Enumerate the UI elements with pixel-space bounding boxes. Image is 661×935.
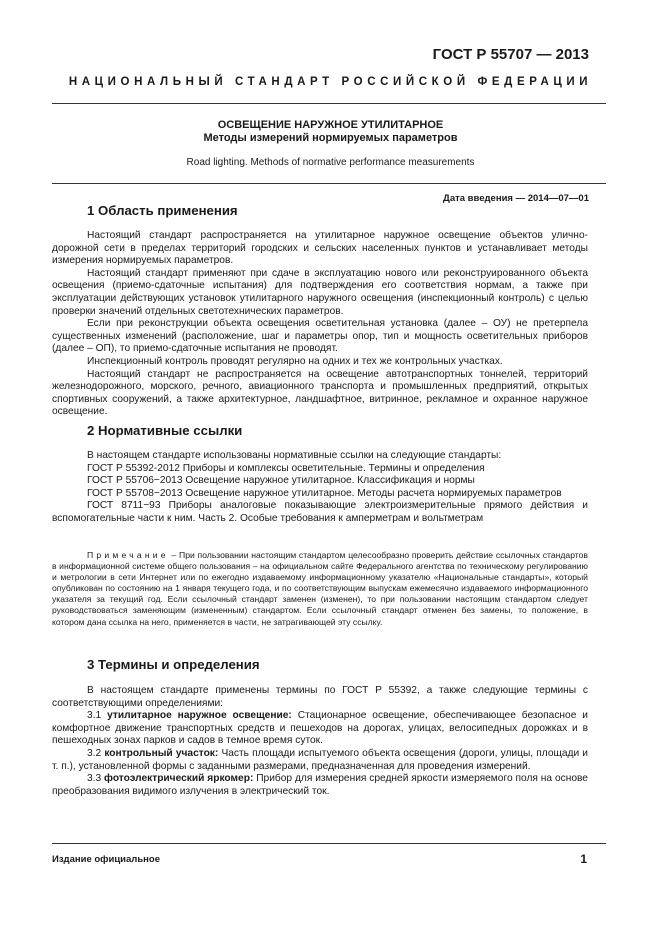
- section-3-body: [52, 685, 588, 798]
- section-1-heading: 1 Область применения: [87, 203, 238, 218]
- paragraph: Если при реконструкции объекта освещения осветительная установка (далее – ОУ) не претерпела существенных изменений (расположение, шаг и параметры опор, тип и мощность осветительных приборов (далее – ОП), то приемо-сдаточные испытания не проводят.: [52, 318, 588, 355]
- title-rule: [52, 183, 606, 184]
- term-definition: [52, 773, 588, 798]
- term-text: Часть площади испытуемого объекта освещения (дороги, улицы, площади и т. п.), установленной формы с заданными размерами, предназначенная для проведения измерений.: [52, 747, 588, 772]
- footer-rule: [52, 843, 606, 844]
- section-3-heading: 3 Термины и определения: [87, 657, 260, 672]
- paragraph: Настоящий стандарт распространяется на утилитарное наружное освещение объектов улично-дорожной сети в пределах территорий городских и сельских населенных пунктов и устанавливает методы измерения нормируемых параметров.: [52, 230, 588, 267]
- reference-item: ГОСТ Р 55708−2013 Освещение наружное утилитарное. Методы расчета нормируемых параметров: [87, 487, 562, 499]
- term-definition: [52, 710, 588, 748]
- reference-item: ГОСТ 8711−93 Приборы аналоговые показывающие электроизмерительные прямого действия и вспомогательные части к ним. Часть 2. Особые требования к амперметрам и вольтметрам: [52, 500, 588, 524]
- section-2-body: [52, 450, 588, 526]
- note-text: – При пользовании настоящим стандартом целесообразно проверить действие ссылочных стандартов в информационной системе общего пользования – на официальном сайте Федерального агентства по техническому регулированию и метрологии в сети Интернет или по ежегодно издаваемому информационному указателю «Национальные стандарты», который опубликован по состоянию на 1 января текущего года, и по соответствующим выпускам ежемесячно издаваемого информационного указателя за текущий год. Если ссылочный стандарт заменен (изменен), то при пользовании настоящим стандартом следует руководствоваться заменяющим (измененным) стандартом. Если ссылочный стандарт отменен без замены, то положение, в котором дана ссылка на него, применяется в части, не затрагивающей эту ссылку.: [52, 550, 588, 627]
- reference-item: ГОСТ Р 55706−2013 Освещение наружное утилитарное. Классификация и нормы: [87, 475, 475, 487]
- term-text: Прибор для измерения средней яркости измеряемого поля на основе преобразования видимого излучения в электрический ток.: [52, 773, 588, 797]
- term-definition: [52, 748, 588, 773]
- note-label: Примечание: [87, 550, 169, 560]
- term-text: Стационарное освещение, обеспечивающее безопасное и комфортное движение транспортных средств и пешеходов на дорогах, улицах, велосипедных дорожках и в пешеходных зонах парков и садов в темное время суток.: [52, 710, 588, 747]
- term-name: контрольный участок:: [104, 747, 219, 759]
- document-subtitle: Методы измерений нормируемых параметров: [203, 132, 458, 144]
- section-2-note: [52, 550, 588, 628]
- document-title: ОСВЕЩЕНИЕ НАРУЖНОЕ УТИЛИТАРНОЕ: [217, 119, 444, 131]
- term-number: 3.2: [87, 747, 102, 759]
- term-number: 3.3: [87, 773, 102, 785]
- paragraph: Настоящий стандарт применяют при сдаче в эксплуатацию нового или реконструированного объекта освещения (приемо-сдаточные испытания) для подтверждения его соответствия нормам, а также при эксплуатации действующих установок утилитарного наружного освещения (инспекционный контроль) с целью проверки значений отдельных светотехнических параметров.: [52, 267, 588, 317]
- reference-item: ГОСТ Р 55392-2012 Приборы и комплексы осветительные. Термины и определения: [87, 462, 485, 474]
- english-title: Road lighting. Methods of normative performance measurements: [186, 157, 475, 168]
- national-standard-label: НАЦИОНАЛЬНЫЙ СТАНДАРТ РОССИЙСКОЙ ФЕДЕРАЦИИ: [68, 76, 593, 88]
- edition-label: Издание официальное: [52, 854, 160, 865]
- paragraph: Инспекционный контроль проводят регулярно на одних и тех же контрольных участках.: [87, 355, 503, 367]
- paragraph: В настоящем стандарте применены термины по ГОСТ Р 55392, а также следующие термины с соответствующими определениями:: [52, 685, 588, 709]
- term-name: утилитарное наружное освещение:: [107, 710, 292, 722]
- paragraph: В настоящем стандарте использованы нормативные ссылки на следующие стандарты:: [87, 450, 502, 461]
- term-number: 3.1: [87, 710, 102, 722]
- introduction-date: Дата введения — 2014—07—01: [443, 193, 589, 204]
- section-1-body: [52, 230, 588, 419]
- paragraph: Настоящий стандарт не распространяется на освещение автотранспортных тоннелей, территорий железнодорожного, морского, речного, авиационного транспорта и промышленных предприятий, открытых спортивных сооружений, а также архитектурное, ландшафтное, витринное, рекламное и охранное наружное освещение.: [52, 368, 588, 418]
- section-2-heading: 2 Нормативные ссылки: [87, 423, 243, 438]
- page-number: 1: [580, 852, 587, 866]
- header-rule: [52, 103, 606, 104]
- term-name: фотоэлектрический яркомер:: [104, 773, 254, 785]
- document-code: ГОСТ Р 55707 — 2013: [432, 46, 589, 63]
